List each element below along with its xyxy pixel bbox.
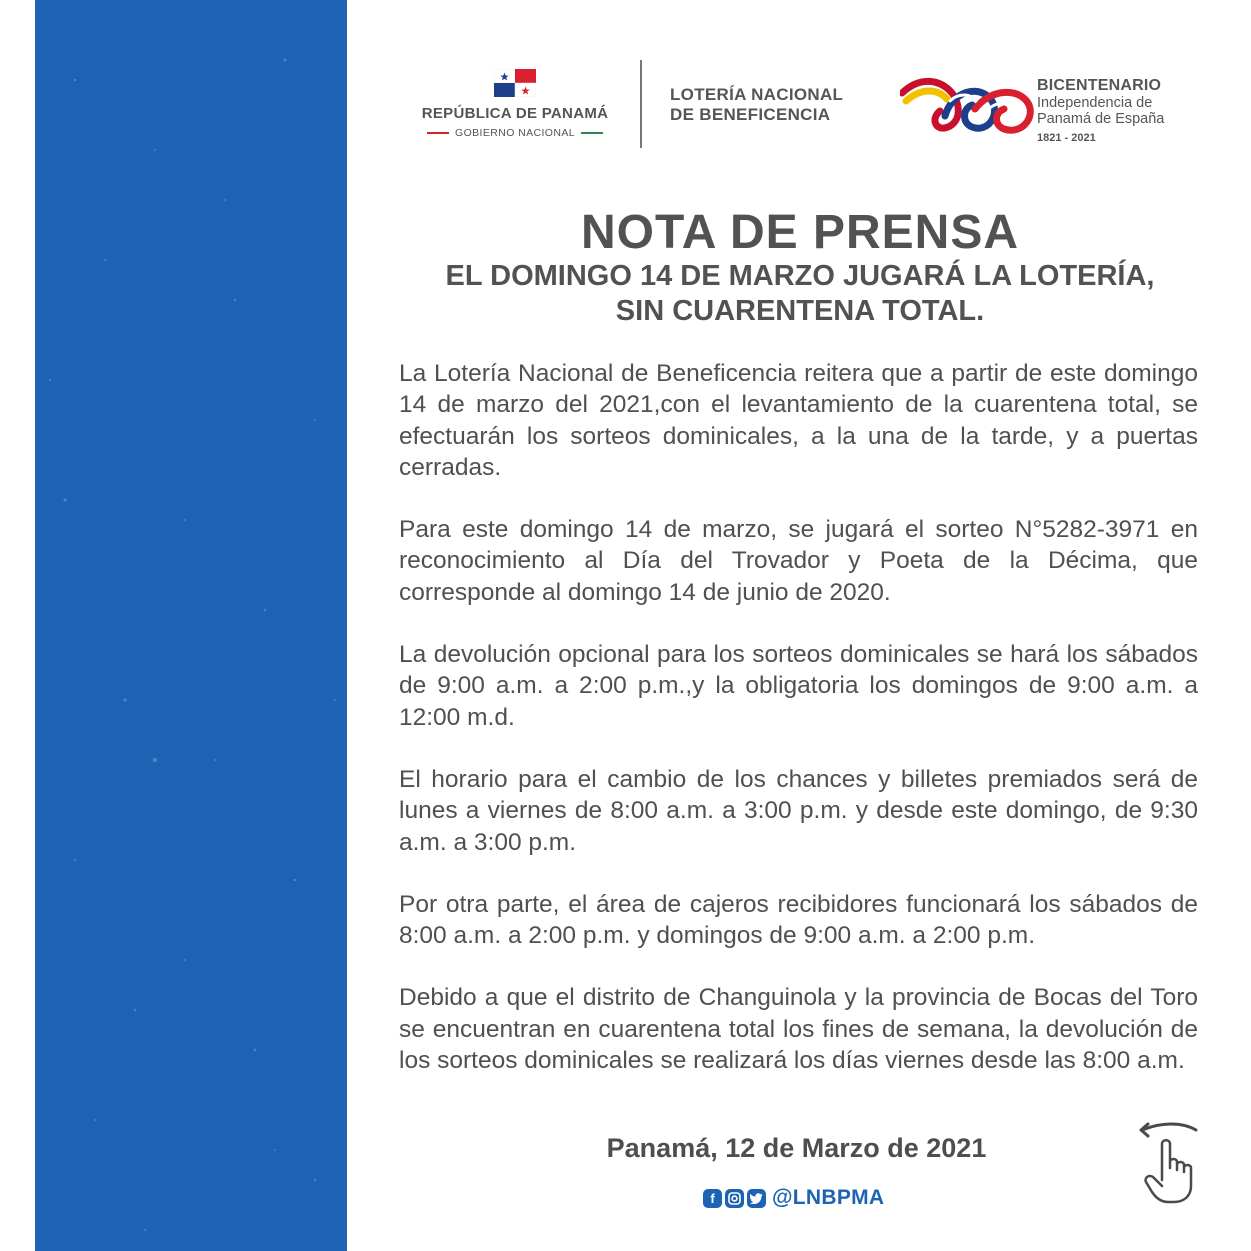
lottery-name-line2: DE BENEFICENCIA (670, 105, 831, 124)
government-title: REPÚBLICA DE PANAMÁ (421, 105, 609, 122)
header-divider (640, 60, 642, 148)
lottery-name-line1: LOTERÍA NACIONAL (670, 85, 844, 104)
social-handle[interactable]: @LNBPMA (772, 1186, 885, 1209)
bicentennial-line1: Independencia de (1037, 95, 1153, 111)
twitter-icon[interactable] (747, 1189, 766, 1208)
subtitle-line1: EL DOMINGO 14 DE MARZO JUGARÁ LA LOTERÍA, (445, 260, 1155, 292)
social-media (703, 1185, 884, 1211)
red-rule (427, 132, 449, 134)
decorative-blue-band (35, 0, 347, 1251)
lottery-name (670, 85, 843, 125)
paragraph: Por otra parte, el área de cajeros recibidores funcionará los sábados de 8:00 a.m. a 2:00 p.m. y domingos de 9:00 a.m. a 2:00 p.m. (399, 890, 1198, 950)
subtitle-line2: SIN CUARENTENA TOTAL. (615, 295, 985, 327)
government-logo (395, 55, 635, 139)
instagram-icon[interactable] (725, 1189, 744, 1208)
bicentennial-line2: Panamá de España (1037, 111, 1165, 127)
press-release-body (399, 358, 1198, 1107)
page-title: NOTA DE PRENSA (580, 206, 1020, 259)
bicentennial-ribbon-logo (900, 71, 1035, 141)
bicentennial-title: BICENTENARIO (1037, 77, 1162, 94)
header (395, 55, 1215, 165)
speckle-texture (35, 0, 347, 1251)
panama-flag-icon (494, 69, 536, 97)
page-subtitle (395, 259, 1205, 329)
bicentennial-text (1037, 77, 1164, 144)
green-rule (581, 132, 603, 134)
facebook-icon[interactable]: f (703, 1189, 722, 1208)
paragraph: La devolución opcional para los sorteos dominicales se hará los sábados de 9:00 a.m. a 2:00 p.m.,y la obligatoria los domingos de 9:00 a.m. a 12:00 m.d. (399, 641, 1198, 731)
paragraph: Debido a que el distrito de Changuinola y la provincia de Bocas del Toro se encuentran en cuarentena total los fines de semana, la devolución de los sorteos dominicales se realizará los días viernes desde las 8:00 a.m. (399, 984, 1198, 1075)
paragraph: La Lotería Nacional de Beneficencia reitera que a partir de este domingo 14 de marzo del 2021,con el levantamiento de la cuarentena total, se efectuarán los sorteos dominicales, a la una de la tarde, y a puertas cerradas. (399, 360, 1198, 481)
paragraph: Para este domingo 14 de marzo, se jugará el sorteo N°5282-3971 en reconocimiento al Día del Trovador y Poeta de la Décima, que corresponde al domingo 14 de junio de 2020. (399, 516, 1198, 606)
government-subtitle: GOBIERNO NACIONAL (455, 127, 575, 139)
swipe-hand-icon (1132, 1118, 1204, 1208)
paragraph: El horario para el cambio de los chances y billetes premiados será de lunes a viernes de 8:00 a.m. a 3:00 p.m. y desde este domingo, de 9:30 a.m. a 3:00 p.m. (399, 765, 1198, 856)
bicentennial-years: 1821 - 2021 (1037, 132, 1096, 144)
release-date: Panamá, 12 de Marzo de 2021 (606, 1133, 987, 1163)
